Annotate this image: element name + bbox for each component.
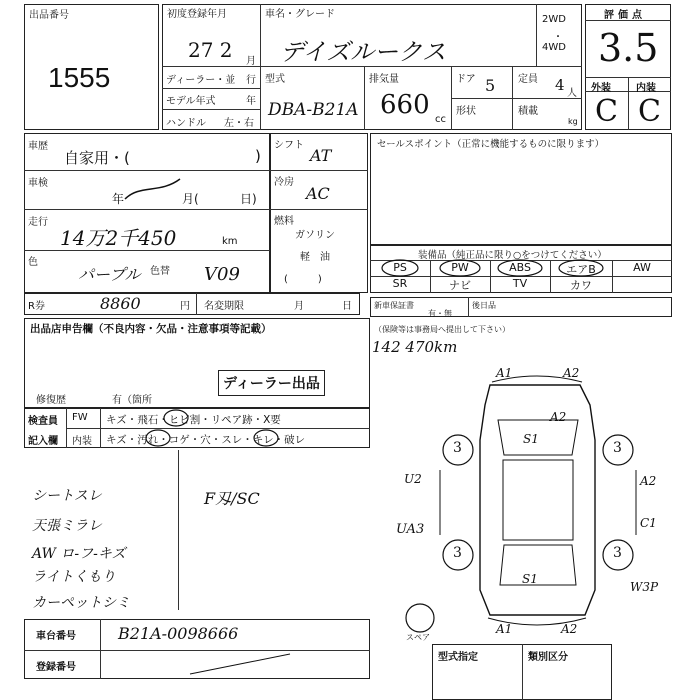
fuel-paren: ( )	[284, 274, 322, 285]
checker-row1-head: FW	[72, 412, 88, 423]
handle-values: 左・右	[224, 118, 254, 129]
color-label: 色	[28, 257, 38, 268]
dealer-stamp: ディーラー出品	[218, 370, 325, 396]
shape-label: 形状	[456, 106, 476, 117]
equip-leather: カワ	[570, 279, 592, 292]
note-5: カーペットシミ	[32, 595, 130, 611]
equip-navi: ナビ	[449, 279, 471, 292]
cap-label: 定員	[518, 74, 538, 85]
lot-number: 1555	[48, 62, 111, 93]
checker-row1-items: キズ・飛石・ヒビ割・リペア跡・X要	[106, 414, 281, 426]
note-2: 天張ミラレ	[32, 518, 102, 534]
mark-hood: A2	[550, 410, 567, 424]
note-3: AW ロ-フ-キズ	[32, 546, 126, 562]
equip-airbag: エアB	[566, 263, 596, 276]
r-unit: 円	[180, 301, 190, 312]
ac-value: AC	[306, 184, 330, 203]
tire-rear-right: 3	[613, 545, 622, 561]
equipment-title: 装備品（純正品に限り○をつけてください）	[418, 250, 607, 261]
mark-left-rear-door: UA3	[396, 522, 425, 537]
reg-label: 初度登録年月	[167, 9, 227, 20]
mark-rear-right: A2	[561, 622, 578, 636]
equipment-circles	[370, 258, 672, 294]
eval-score: 3.5	[598, 26, 659, 70]
mark-front-left: A1	[496, 366, 513, 380]
drive-dot: ・	[553, 32, 563, 43]
equip-aw: AW	[633, 261, 651, 274]
warranty-box	[370, 297, 672, 317]
disp-label: 排気量	[369, 74, 399, 85]
reg-value: 27 2	[188, 38, 233, 62]
warranty-options: 有・無	[428, 309, 452, 318]
checker-row2-head: 内装	[72, 436, 92, 447]
mark-rear-quarter: W3P	[630, 580, 659, 594]
checker-row2-items: キズ・汚れ・コゲ・穴・スレ・キレ・破レ	[106, 434, 306, 446]
inspection-note: （保険等は事務局へ提出して下さい）	[374, 325, 510, 334]
type-value: DBA-B21A	[268, 100, 359, 120]
door-value: 5	[485, 76, 496, 95]
ext-label: 外装	[591, 83, 611, 94]
repair-value: 有（箇所	[112, 395, 152, 406]
warranty-date-label: 後日品	[472, 301, 496, 310]
name-label: 車名・グレード	[265, 9, 335, 20]
drive-4wd: 4WD	[542, 42, 566, 53]
equip-pw: PW	[451, 261, 469, 274]
shaken-day: 日)	[240, 192, 257, 206]
history-close: )	[255, 147, 261, 165]
checker-circles	[100, 406, 370, 450]
report-label: 出品店申告欄（不良内容・欠品・注意事項等記載）	[30, 323, 272, 335]
cap-value: 4	[555, 76, 565, 94]
mileage-value: 14万2千450	[60, 226, 177, 250]
repair-label: 修復歴	[36, 395, 66, 406]
equip-tv: TV	[512, 277, 528, 290]
history-label: 車歴	[28, 141, 48, 152]
fuel-gas: ガソリン	[295, 230, 335, 241]
spare-label: スペア	[406, 633, 430, 642]
color-value: パープル	[78, 265, 141, 284]
color-code-label: 色替	[150, 266, 170, 277]
shaken-month: 月(	[182, 192, 199, 206]
shaken-label: 車検	[28, 178, 48, 189]
int-value: C	[638, 94, 661, 129]
fuel-label: 燃料	[274, 216, 294, 227]
class-label: 類別区分	[528, 652, 568, 663]
tax-day: 日	[342, 301, 352, 312]
shift-value: AT	[310, 146, 332, 165]
load-label: 積載	[518, 106, 538, 117]
int-label: 内装	[636, 83, 656, 94]
shaken-scribble	[120, 174, 200, 204]
tax-month: 月	[294, 301, 304, 312]
warranty-label: 新車保証書	[374, 301, 414, 310]
mark-tailgate: S1	[522, 572, 538, 586]
name-value: デイズルークス	[280, 38, 446, 66]
ac-label: 冷房	[274, 177, 294, 188]
disp-value: 660	[380, 90, 430, 120]
note-right: F刄/SC	[204, 489, 260, 508]
equip-sr: SR	[392, 277, 408, 290]
equip-abs: ABS	[509, 261, 531, 274]
reg-no-scribble	[180, 650, 340, 680]
r-value: 8860	[100, 294, 141, 313]
dealer-suffix: 行	[246, 75, 256, 86]
model-year-label: モデル年式	[166, 96, 216, 107]
eval-label: 評価点	[604, 10, 646, 21]
mileage-unit: km	[222, 236, 238, 247]
reg-no-label: 登録番号	[36, 662, 76, 673]
sales-point-label: セールスポイント（正常に機能するものに限ります）	[377, 139, 605, 150]
note-4: ライトくもり	[32, 569, 116, 585]
lot-label: 出品番号	[29, 10, 69, 21]
checker-label2: 記入欄	[28, 436, 58, 447]
r-box	[24, 293, 360, 315]
equip-ps: PS	[393, 261, 407, 274]
chassis-label: 車台番号	[36, 631, 76, 642]
model-year-suffix: 年	[246, 96, 256, 107]
tire-rear-left: 3	[453, 545, 462, 561]
tire-front-left: 3	[453, 440, 462, 456]
mark-rear-left: A1	[496, 622, 513, 636]
car-diagram	[400, 360, 680, 650]
tire-front-right: 3	[613, 440, 622, 456]
mark-right-front-door: A2	[640, 474, 657, 488]
inspector-mileage: 142 470km	[372, 338, 458, 356]
fuel-light: 軽 油	[300, 252, 330, 263]
drive-2wd: 2WD	[542, 14, 566, 25]
ext-value: C	[595, 94, 618, 129]
type-spec-label: 型式指定	[438, 652, 478, 663]
tax-label: 名変期限	[204, 301, 244, 312]
history-value: 自家用・(	[64, 149, 130, 167]
mark-right-rear-door: C1	[640, 516, 657, 530]
note-1: シートスレ	[32, 488, 102, 504]
color-code: V09	[204, 264, 240, 285]
r-label: R券	[28, 301, 45, 312]
type-label: 型式	[265, 74, 285, 85]
mark-left-front-door: U2	[404, 472, 422, 486]
shift-label: シフト	[274, 140, 304, 151]
cap-unit: 人	[567, 88, 577, 99]
load-unit: kg	[568, 117, 578, 126]
door-label: ドア	[456, 74, 476, 85]
mark-roof: S1	[523, 432, 539, 446]
handle-label: ハンドル	[166, 118, 206, 129]
dealer-label: ディーラー・並	[166, 75, 236, 86]
reg-suffix: 月	[246, 56, 256, 67]
shaken-year: 年	[112, 192, 125, 206]
mileage-label: 走行	[28, 217, 48, 228]
mark-front-right: A2	[563, 366, 580, 380]
chassis-value: B21A-0098666	[118, 624, 239, 643]
checker-label1: 検査員	[28, 416, 58, 427]
disp-unit: cc	[435, 114, 446, 125]
